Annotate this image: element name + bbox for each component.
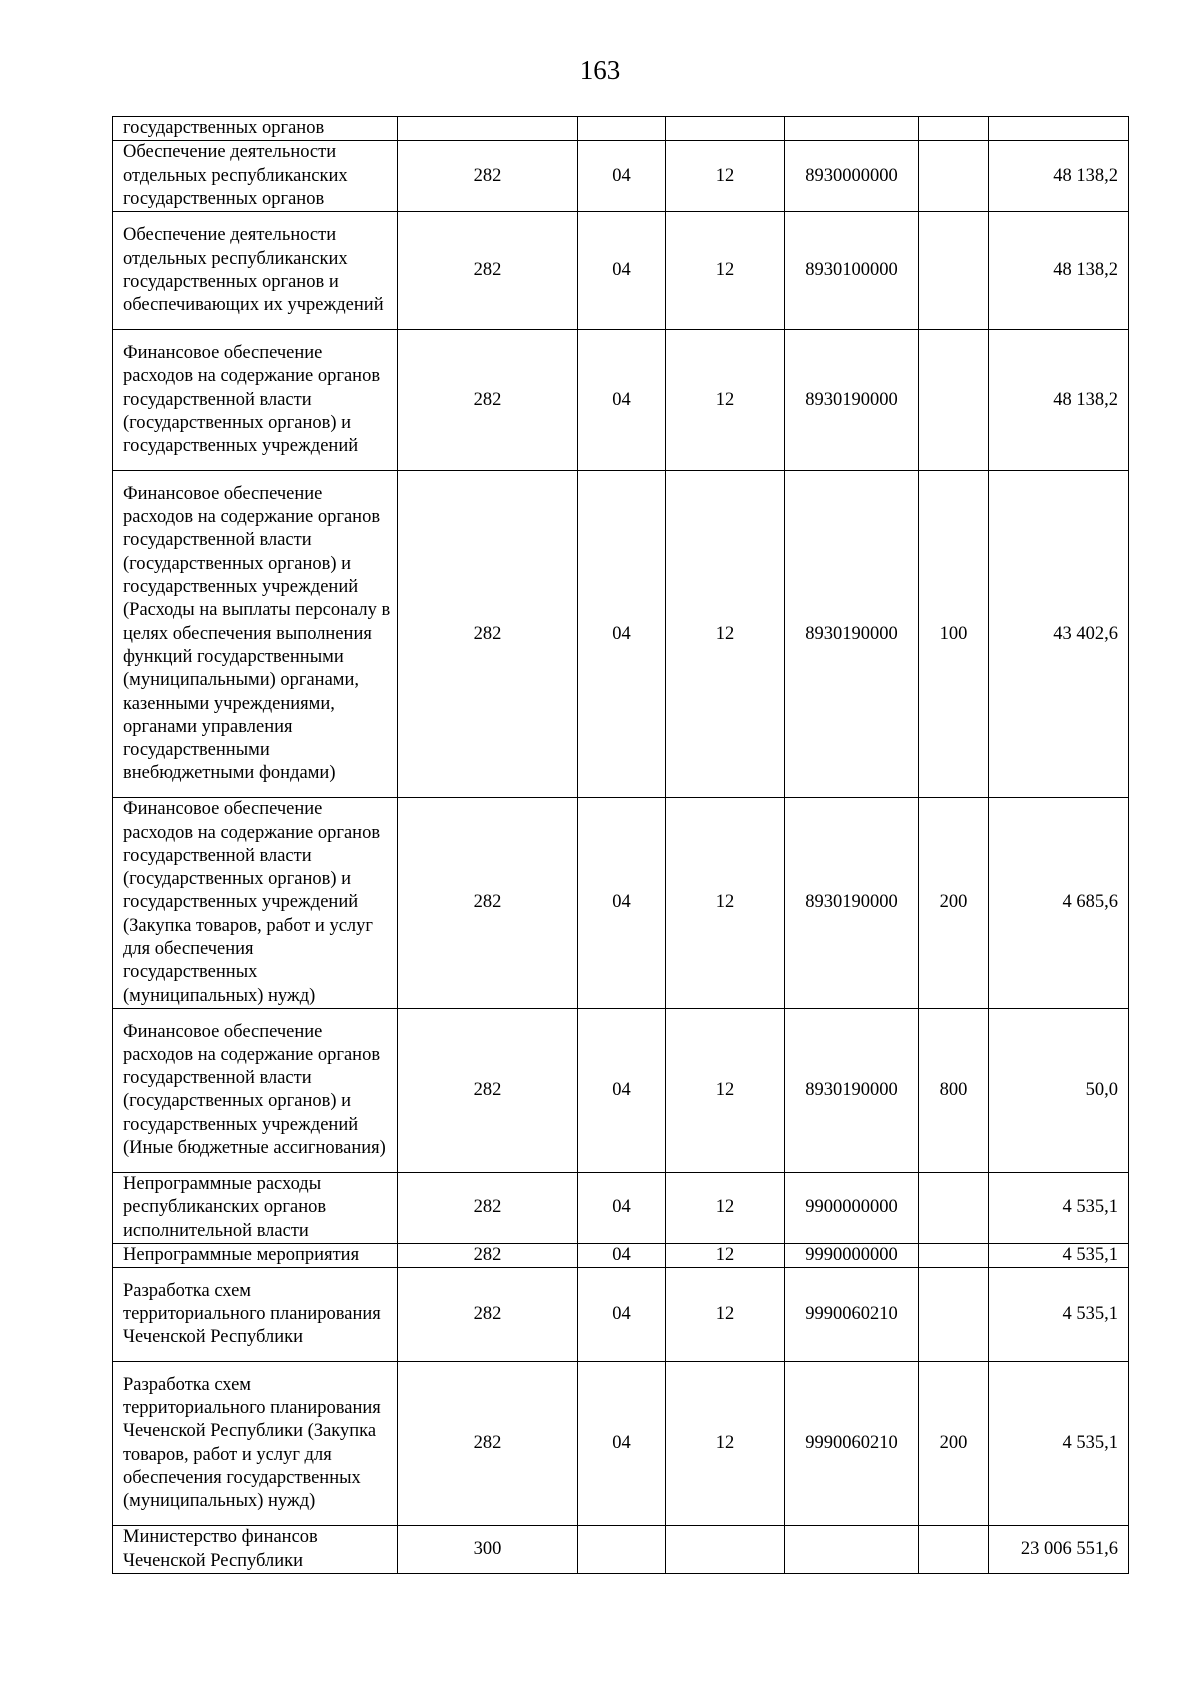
expense-type-code: 200 bbox=[919, 1362, 989, 1526]
item-name: Обеспечение деятельности отдельных республиканских государственных органов bbox=[113, 141, 398, 212]
item-name: Финансовое обеспечение расходов на содержание органов государственной власти (государственных органов) и государственных учреждений (Закупка товаров, работ и услуг для обеспечения государственных (муниципальных) нужд) bbox=[113, 798, 398, 1009]
expense-type-code: 100 bbox=[919, 471, 989, 798]
subsection-code: 12 bbox=[666, 212, 785, 330]
table-row bbox=[113, 330, 1129, 471]
item-name: Министерство финансов Чеченской Республики bbox=[113, 1526, 398, 1574]
gov-code: 282 bbox=[398, 212, 578, 330]
subsection-code: 12 bbox=[666, 1008, 785, 1172]
section-code: 04 bbox=[578, 1362, 666, 1526]
expense-type-code bbox=[919, 1243, 989, 1267]
gov-code: 282 bbox=[398, 1008, 578, 1172]
target-article-code: 9990060210 bbox=[785, 1362, 919, 1526]
table-row bbox=[113, 471, 1129, 798]
table-row bbox=[113, 1526, 1129, 1574]
subsection-code: 12 bbox=[666, 1362, 785, 1526]
expense-type-code bbox=[919, 1526, 989, 1574]
gov-code: 282 bbox=[398, 798, 578, 1009]
target-article-code: 9900000000 bbox=[785, 1172, 919, 1243]
item-name: Финансовое обеспечение расходов на содержание органов государственной власти (государственных органов) и государственных учреждений (Расходы на выплаты персоналу в целях обеспечения выполнения функций государственными (муниципальными) органами, казенными учреждениями, органами управления государственными внебюджетными фондами) bbox=[113, 471, 398, 798]
section-code: 04 bbox=[578, 1172, 666, 1243]
expense-type-code bbox=[919, 1172, 989, 1243]
section-code: 04 bbox=[578, 1268, 666, 1362]
budget-table bbox=[112, 116, 1129, 1574]
amount: 4 535,1 bbox=[989, 1172, 1129, 1243]
expense-type-code bbox=[919, 141, 989, 212]
item-name: Финансовое обеспечение расходов на содержание органов государственной власти (государственных органов) и государственных учреждений bbox=[113, 330, 398, 471]
subsection-code: 12 bbox=[666, 330, 785, 471]
expense-type-code: 800 bbox=[919, 1008, 989, 1172]
section-code: 04 bbox=[578, 141, 666, 212]
gov-code: 282 bbox=[398, 1243, 578, 1267]
item-name: Непрограммные расходы республиканских органов исполнительной власти bbox=[113, 1172, 398, 1243]
gov-code: 282 bbox=[398, 1362, 578, 1526]
expense-type-code bbox=[919, 330, 989, 471]
amount: 48 138,2 bbox=[989, 330, 1129, 471]
section-code: 04 bbox=[578, 330, 666, 471]
table-row bbox=[113, 1243, 1129, 1267]
subsection-code: 12 bbox=[666, 1172, 785, 1243]
amount: 48 138,2 bbox=[989, 141, 1129, 212]
section-code: 04 bbox=[578, 1243, 666, 1267]
item-name: Обеспечение деятельности отдельных республиканских государственных органов и обеспечивающих их учреждений bbox=[113, 212, 398, 330]
table-row bbox=[113, 117, 1129, 141]
target-article-code: 9990000000 bbox=[785, 1243, 919, 1267]
target-article-code: 8930190000 bbox=[785, 471, 919, 798]
subsection-code bbox=[666, 1526, 785, 1574]
amount: 23 006 551,6 bbox=[989, 1526, 1129, 1574]
expense-type-code bbox=[919, 1268, 989, 1362]
table-row bbox=[113, 1268, 1129, 1362]
subsection-code: 12 bbox=[666, 798, 785, 1009]
gov-code: 282 bbox=[398, 1172, 578, 1243]
target-article-code bbox=[785, 117, 919, 141]
target-article-code: 9990060210 bbox=[785, 1268, 919, 1362]
table-row bbox=[113, 141, 1129, 212]
subsection-code: 12 bbox=[666, 471, 785, 798]
item-name: Непрограммные мероприятия bbox=[113, 1243, 398, 1267]
target-article-code: 8930100000 bbox=[785, 212, 919, 330]
table-row bbox=[113, 1172, 1129, 1243]
amount: 50,0 bbox=[989, 1008, 1129, 1172]
table-row bbox=[113, 212, 1129, 330]
expense-type-code bbox=[919, 212, 989, 330]
gov-code: 282 bbox=[398, 471, 578, 798]
subsection-code bbox=[666, 117, 785, 141]
subsection-code: 12 bbox=[666, 1243, 785, 1267]
target-article-code: 8930190000 bbox=[785, 330, 919, 471]
gov-code: 282 bbox=[398, 1268, 578, 1362]
amount: 48 138,2 bbox=[989, 212, 1129, 330]
subsection-code: 12 bbox=[666, 1268, 785, 1362]
expense-type-code bbox=[919, 117, 989, 141]
target-article-code: 8930000000 bbox=[785, 141, 919, 212]
target-article-code bbox=[785, 1526, 919, 1574]
gov-code: 300 bbox=[398, 1526, 578, 1574]
amount bbox=[989, 117, 1129, 141]
table-row bbox=[113, 1362, 1129, 1526]
amount: 4 535,1 bbox=[989, 1243, 1129, 1267]
amount: 4 685,6 bbox=[989, 798, 1129, 1009]
target-article-code: 8930190000 bbox=[785, 798, 919, 1009]
item-name: Финансовое обеспечение расходов на содержание органов государственной власти (государственных органов) и государственных учреждений (Иные бюджетные ассигнования) bbox=[113, 1008, 398, 1172]
amount: 4 535,1 bbox=[989, 1268, 1129, 1362]
section-code: 04 bbox=[578, 212, 666, 330]
section-code bbox=[578, 117, 666, 141]
gov-code: 282 bbox=[398, 141, 578, 212]
amount: 43 402,6 bbox=[989, 471, 1129, 798]
section-code: 04 bbox=[578, 798, 666, 1009]
table-row bbox=[113, 1008, 1129, 1172]
amount: 4 535,1 bbox=[989, 1362, 1129, 1526]
section-code: 04 bbox=[578, 471, 666, 798]
section-code bbox=[578, 1526, 666, 1574]
item-name: государственных органов bbox=[113, 117, 398, 141]
gov-code: 282 bbox=[398, 330, 578, 471]
section-code: 04 bbox=[578, 1008, 666, 1172]
item-name: Разработка схем территориального планирования Чеченской Республики (Закупка товаров, работ и услуг для обеспечения государственных (муниципальных) нужд) bbox=[113, 1362, 398, 1526]
item-name: Разработка схем территориального планирования Чеченской Республики bbox=[113, 1268, 398, 1362]
page-number: 163 bbox=[579, 55, 621, 85]
expense-type-code: 200 bbox=[919, 798, 989, 1009]
subsection-code: 12 bbox=[666, 141, 785, 212]
gov-code bbox=[398, 117, 578, 141]
table-row bbox=[113, 798, 1129, 1009]
target-article-code: 8930190000 bbox=[785, 1008, 919, 1172]
